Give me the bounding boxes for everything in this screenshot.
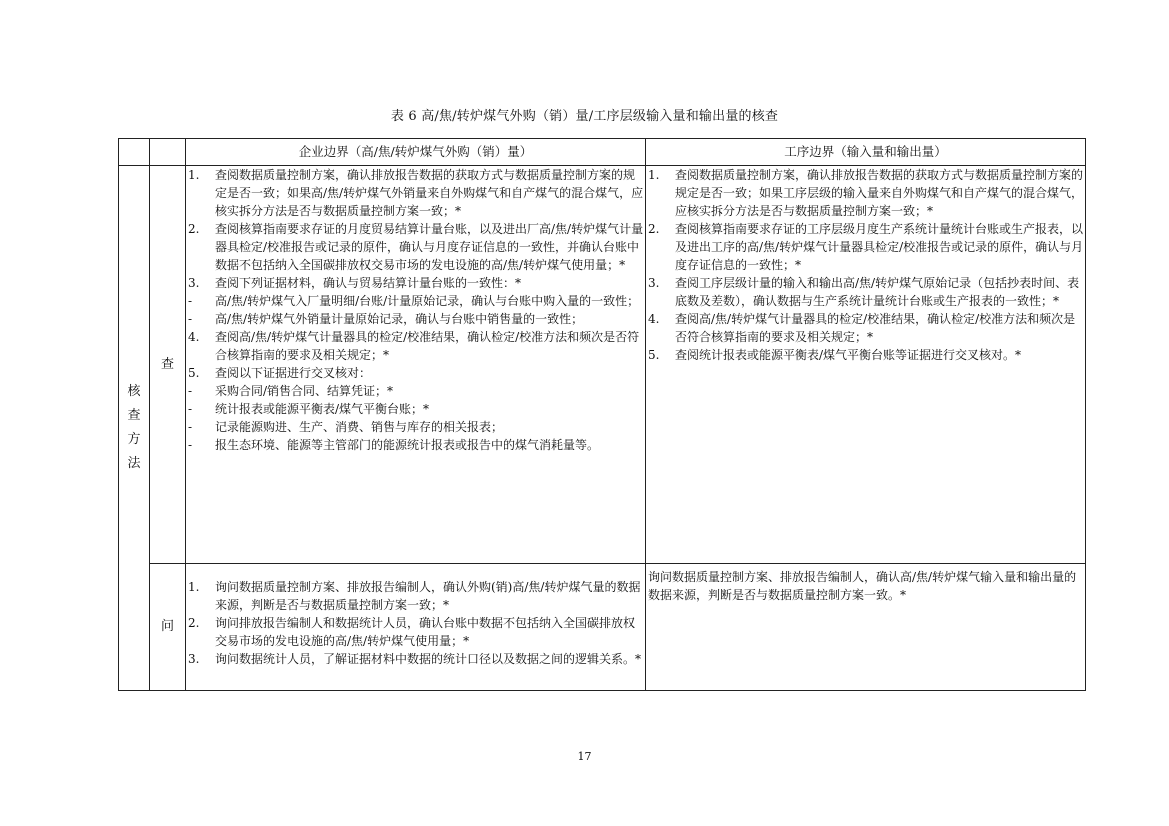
list-marker: 5. [648,348,660,362]
check-label: 查 [160,356,174,372]
list-text: 高/焦/转炉煤气外销量计量原始记录，确认与台账中销售量的一致性； [215,312,584,326]
ask-enterprise-cell [186,564,646,691]
list-item [186,310,645,328]
ask-label: 问 [160,619,174,634]
check-process-cell [646,166,1086,564]
check-process-list [646,166,1085,364]
ask-enterprise-list [186,578,645,668]
list-text: 查阅数据质量控制方案，确认排放报告数据的获取方式与数据质量控制方案的规定是否一致；如果工序层级的输入量来自外购煤气和自产煤气的混合煤气，应核实拆分方法是否与数据质量控制方案一致；* [675,168,1084,218]
list-item [186,274,645,292]
list-marker: 1. [648,168,660,182]
header-row [119,139,1086,166]
list-text: 查阅工序层级计量的输入和输出高/焦/转炉煤气原始记录（包括抄表时间、表底数及差数），确认数据与生产系统计量统计台账或生产报表的一致性；* [675,276,1080,308]
verification-table [118,138,1086,691]
list-text: 采购合同/销售合同、结算凭证；* [215,384,394,398]
ask-label-cell [150,564,186,691]
list-item [186,220,645,274]
list-item [186,614,645,650]
list-text: 询问数据统计人员，了解证据材料中数据的统计口径以及数据之间的逻辑关系。* [215,652,642,666]
check-enterprise-cell [186,166,646,564]
list-text: 高/焦/转炉煤气入厂量明细/台账/计量原始记录，确认与台账中购入量的一致性； [215,294,640,308]
header-process-boundary: 工序边界（输入量和输出量） [646,139,1086,166]
header-blank-1 [119,139,150,166]
check-enterprise-list [186,166,645,454]
list-marker: 2. [648,222,660,236]
list-text: 查阅高/焦/转炉煤气计量器具的检定/校准结果，确认检定/校准方法和频次是否符合核算指南的要求及相关规定；* [675,312,1076,344]
header-blank-2 [150,139,186,166]
list-item [186,578,645,614]
list-item [186,650,645,668]
check-row [119,166,1086,564]
check-label-cell [150,166,186,564]
section-label-cell [119,166,150,691]
list-text: 查阅核算指南要求存证的工序层级月度生产系统计量统计台账或生产报表，以及进出工序的高/焦/转炉煤气计量器具检定/校准报告或记录的原件，确认与月度存证信息的一致性；* [675,222,1084,272]
ask-row [119,564,1086,691]
list-marker: 1. [188,168,200,182]
list-text: 查阅统计报表或能源平衡表/煤气平衡台账等证据进行交叉核对。* [675,348,1022,362]
list-marker: 4. [188,330,200,344]
list-text: 记录能源购进、生产、消费、销售与库存的相关报表； [215,420,504,434]
list-marker: 2. [188,616,200,630]
list-text: 查阅高/焦/转炉煤气计量器具的检定/校准结果，确认检定/校准方法和频次是否符合核算指南的要求及相关规定；* [215,330,640,362]
list-text: 查阅下列证据材料，确认与贸易结算计量台账的一致性：* [215,276,522,290]
list-item [186,166,645,220]
list-item [186,292,645,310]
list-text: 查阅核算指南要求存证的月度贸易结算计量台账，以及进出厂高/焦/转炉煤气计量器具检定/校准报告或记录的原件，确认与月度存证信息的一致性，并确认台账中数据不包括纳入全国碳排放权交易市场的发电设施的高/焦/转炉煤气使用量；* [215,222,644,272]
table-caption: 表 6 高/焦/转炉煤气外购（销）量/工序层级输入量和输出量的核查 [390,109,779,124]
list-marker: 1. [188,580,200,594]
list-marker: - [188,420,193,434]
list-item [646,310,1085,346]
list-item [646,166,1085,220]
ask-process-cell [646,564,1086,691]
list-item [186,382,645,400]
list-text: 询问排放报告编制人和数据统计人员，确认台账中数据不包括纳入全国碳排放权交易市场的发电设施的高/焦/转炉煤气使用量；* [215,616,636,648]
list-item [646,346,1085,364]
list-item [646,220,1085,274]
list-item [186,400,645,418]
page-number: 17 [577,750,592,763]
list-marker: - [188,294,193,308]
list-marker: 2. [188,222,200,236]
list-item [186,364,645,382]
list-item [186,436,645,454]
list-text: 询问数据质量控制方案、排放报告编制人，确认外购(销)高/焦/转炉煤气量的数据来源，判断是否与数据质量控制方案一致；* [215,580,641,612]
list-text: 统计报表或能源平衡表/煤气平衡台账；* [215,402,430,416]
list-marker: 4. [648,312,660,326]
list-marker: - [188,312,193,326]
list-marker: 5. [188,366,200,380]
list-text: 查阅数据质量控制方案，确认排放报告数据的获取方式与数据质量控制方案的规定是否一致；如果高/焦/转炉煤气外销量来自外购煤气和自产煤气的混合煤气，应核实拆分方法是否与数据质量控制方案一致；* [215,168,644,218]
list-marker: 3. [188,276,200,290]
list-item [186,328,645,364]
list-marker: - [188,438,193,452]
list-text: 查阅以下证据进行交叉核对： [215,366,372,380]
list-item [646,274,1085,310]
list-marker: - [188,384,193,398]
list-marker: 3. [648,276,660,290]
list-item [186,418,645,436]
header-enterprise-boundary: 企业边界（高/焦/转炉煤气外购（销）量） [186,139,646,166]
section-label: 核查方法 [127,384,141,471]
list-text: 报生态环境、能源等主管部门的能源统计报表或报告中的煤气消耗量等。 [215,438,600,452]
list-marker: 3. [188,652,200,666]
list-marker: - [188,402,193,416]
ask-process-text: 询问数据质量控制方案、排放报告编制人，确认高/焦/转炉煤气输入量和输出量的数据来源，判断是否与数据质量控制方案一致。* [648,570,1077,602]
